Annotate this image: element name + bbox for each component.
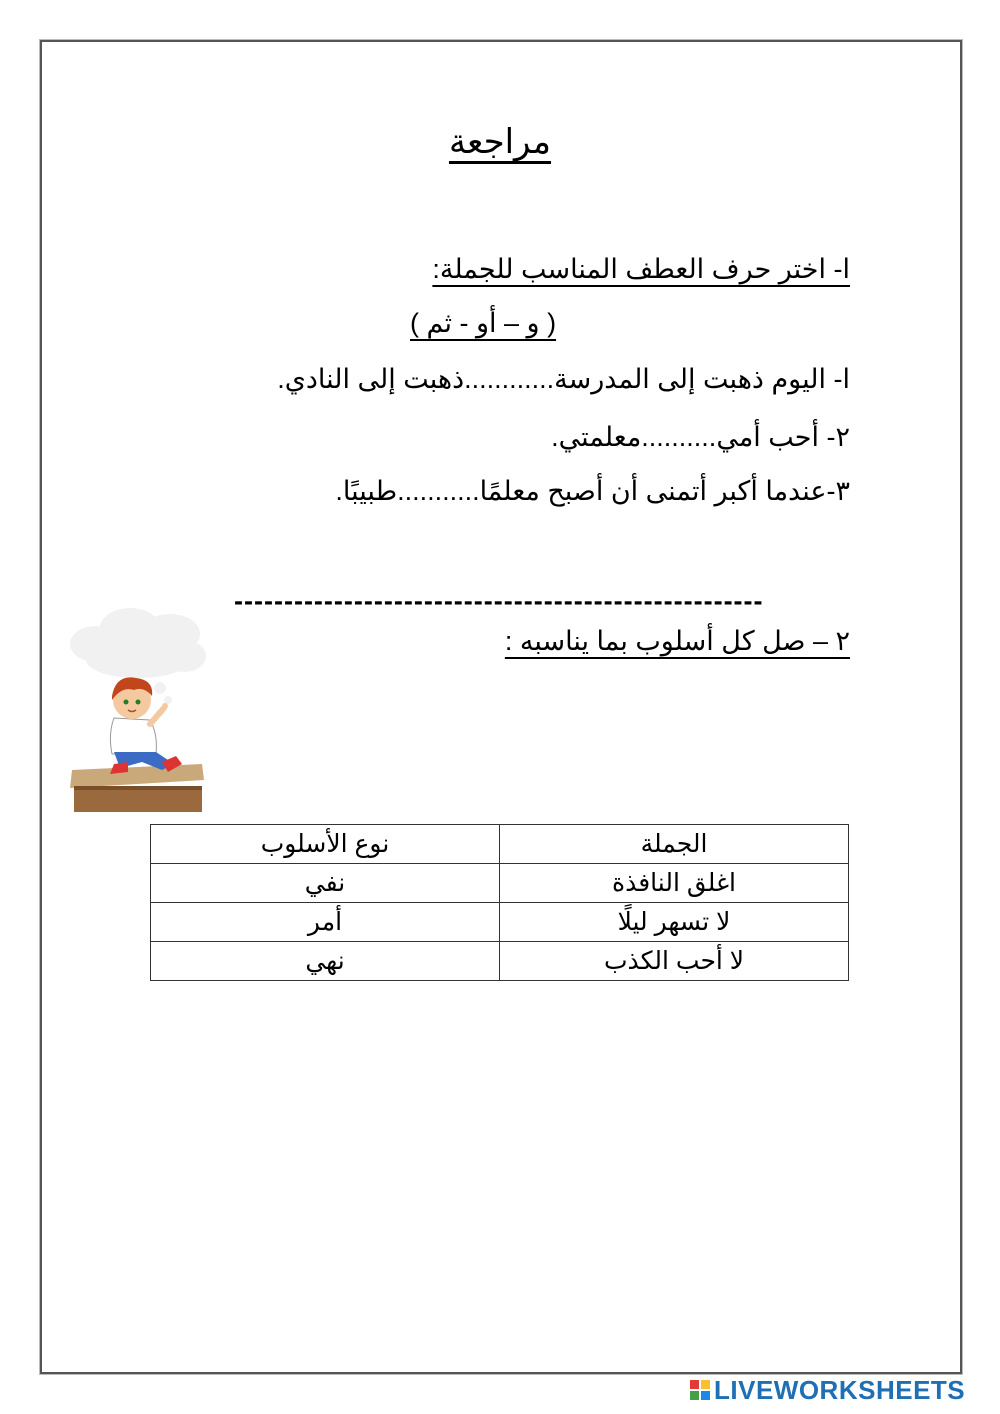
section1-heading: ا- اختر حرف العطف المناسب للجملة: (432, 254, 850, 284)
conjunction-choices: ( و – أو - ثم ) (410, 308, 557, 338)
question-3: ٣-عندما أكبر أتمنى أن أصبح معلمًا...........طبيبًا. (335, 476, 850, 506)
style-cell[interactable]: نهي (151, 942, 500, 981)
logo-squares-icon (690, 1380, 710, 1400)
thinking-boy-illustration (64, 604, 214, 814)
liveworksheets-logo[interactable] (690, 1374, 965, 1406)
style-cell[interactable]: نفي (151, 864, 500, 903)
table-header-row (151, 825, 849, 864)
sentence-cell: لا أحب الكذب (500, 942, 849, 981)
question-1: ا- اليوم ذهبت إلى المدرسة............ذهبت إلى النادي. (277, 364, 850, 394)
table-row (151, 864, 849, 903)
style-cell[interactable]: أمر (151, 903, 500, 942)
sentence-cell: اغلق النافذة (500, 864, 849, 903)
matching-table (150, 824, 849, 981)
desk-icon (70, 764, 204, 812)
section2-heading: ٢ – صل كل أسلوب بما يناسبه : (504, 626, 850, 656)
logo-text: LIVEWORKSHEETS (714, 1374, 966, 1405)
sentence-cell: لا تسهر ليلًا (500, 903, 849, 942)
header-style-type: نوع الأسلوب (151, 825, 500, 864)
page-title: مراجعة (448, 123, 552, 161)
table-row (151, 903, 849, 942)
header-sentence: الجملة (500, 825, 849, 864)
table-row (151, 942, 849, 981)
question-2: ٢- أحب أمي..........معلمتي. (551, 422, 850, 452)
dashed-divider: ----------------------------------------------------- (234, 586, 764, 616)
boy-figure-icon (110, 677, 182, 774)
